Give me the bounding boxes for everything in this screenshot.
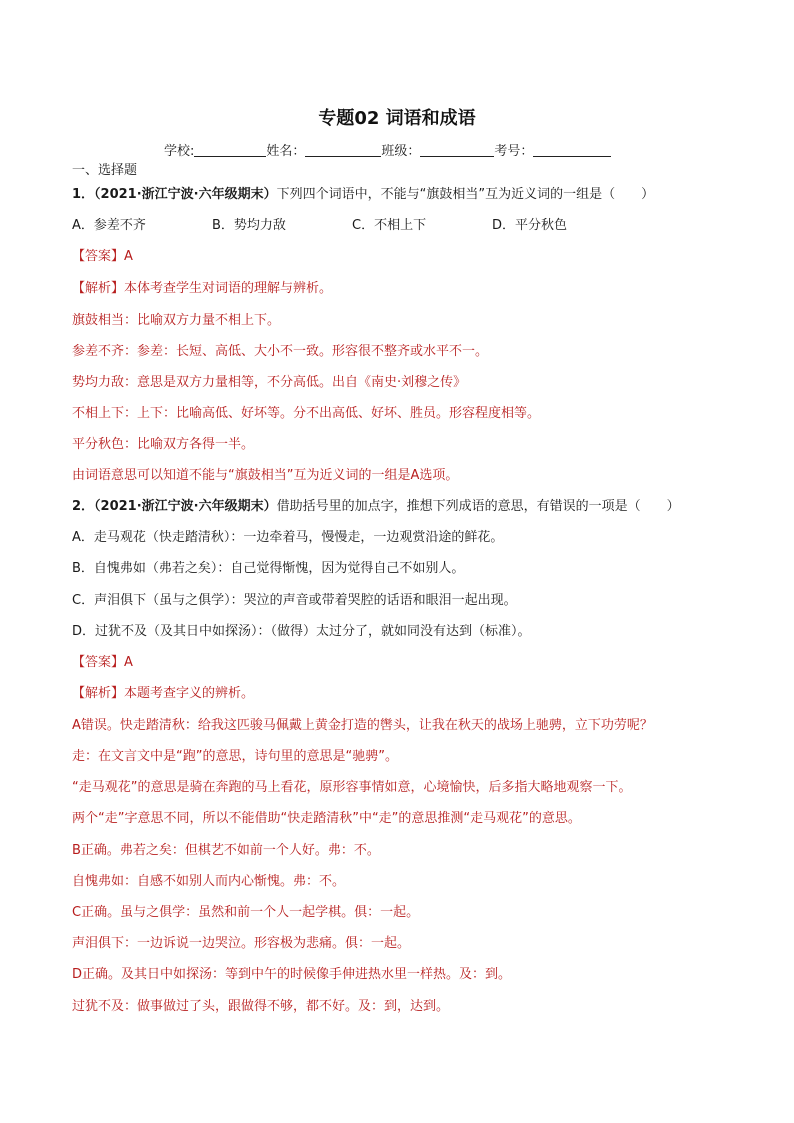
class-label: 班级： (381, 144, 421, 159)
q1-option-d: D．平分秋色 (492, 218, 568, 233)
q1-analysis-line: 不相上下：上下：比喻高低、好坏等。分不出高低、好坏、胜员。形容程度相等。 (72, 406, 541, 421)
q2-stem: 借助括号里的加点字，推想下列成语的意思，有错误的一项是（ ） (276, 499, 680, 514)
q2-analysis-line: 走：在文言文中是“跑”的意思，诗句里的意思是“驰骋”。 (72, 749, 398, 764)
school-label: 学校: (164, 144, 195, 159)
q2-analysis (72, 686, 254, 702)
q1-options (72, 218, 632, 234)
q1-answer-label: 【答案】 (72, 249, 125, 264)
q1-number: 1． (72, 187, 95, 202)
q1-analysis-line: 本体考查学生对词语的理解与辨析。 (124, 281, 333, 296)
q2-option-d: D．过犹不及（及其日中如探汤）：（做得）太过分了，就如同没有达到（标准）。 (72, 624, 531, 639)
q1-analysis-line: 旗鼓相当：比喻双方力量不相上下。 (72, 313, 281, 328)
q1-option-c: C．不相上下 (352, 218, 427, 233)
q2-analysis-line: “走马观花”的意思是骑在奔跑的马上看花，原形容事情如意，心境愉快，后多指大略地观察一下。 (72, 780, 632, 795)
section-heading: 一、选择题 (72, 163, 138, 178)
number-blank (533, 143, 611, 157)
q2-number: 2． (72, 499, 95, 514)
class-blank (420, 143, 494, 157)
q2-analysis-line: B正确。弗若之矣：但棋艺不如前一个人好。弗：不。 (72, 843, 380, 858)
q2-answer-label: 【答案】 (72, 655, 125, 670)
q2-analysis-line: 过犹不及：做事做过了头，跟做得不够，都不好。及：到，达到。 (72, 999, 450, 1014)
q2-answer-value: A (124, 655, 133, 670)
q2-analysis-line: 声泪俱下：一边诉说一边哭泣。形容极为悲痛。俱：一起。 (72, 936, 411, 951)
q2-analysis-line: D正确。及其日中如探汤：等到中午的时候像手伸进热水里一样热。及：到。 (72, 967, 512, 982)
q2-analysis-line: 自愧弗如：自感不如别人而内心惭愧。弗：不。 (72, 874, 346, 889)
q1-analysis-line: 由词语意思可以知道不能与“旗鼓相当”互为近义词的一组是A选项。 (72, 468, 459, 483)
q1-option-a: A．参差不齐 (72, 218, 146, 233)
q2-answer (72, 655, 133, 671)
q2-analysis-first: 本题考查字义的辨析。 (124, 686, 255, 701)
q2-option-c: C．声泪俱下（虽与之俱学）：哭泣的声音或带着哭腔的话语和眼泪一起出现。 (72, 593, 517, 608)
q1-analysis-line: 势均力敌：意思是双方力量相等，不分高低。出自《南史·刘穆之传》 (72, 375, 467, 390)
page-title: 专题02 词语和成语 (318, 108, 476, 129)
q1-analysis (72, 281, 332, 297)
question-1 (72, 187, 654, 203)
q1-analysis-line: 平分秋色：比喻双方各得一半。 (72, 437, 255, 452)
q1-stem: 下列四个词语中，不能与“旗鼓相当”互为近义词的一组是（ ） (276, 187, 655, 202)
q2-option-b: B．自愧弗如（弗若之矣）：自己觉得惭愧，因为觉得自己不如别人。 (72, 561, 465, 576)
q1-analysis-line: 参差不齐：参差：长短、高低、大小不一致。形容很不整齐或水平不一。 (72, 344, 489, 359)
school-blank (194, 143, 266, 157)
q2-analysis-line: A错误。快走踏清秋：给我这匹骏马佩戴上黄金打造的辔头，让我在秋天的战场上驰骋，立下功劳呢？ (72, 718, 653, 733)
q2-option-a: A．走马观花（快走踏清秋）：一边牵着马，慢慢走，一边观赏沿途的鲜花。 (72, 530, 504, 545)
name-label: 姓名： (266, 144, 306, 159)
q2-source: （2021·浙江宁波·六年级期末） (94, 499, 277, 514)
student-info-line (164, 140, 611, 159)
q1-answer-value: A (124, 249, 133, 264)
number-label: 考号： (494, 144, 534, 159)
question-2 (72, 499, 680, 515)
q2-analysis-label: 【解析】 (72, 686, 125, 701)
q1-source: （2021·浙江宁波·六年级期末） (94, 187, 277, 202)
q2-analysis-line: C正确。虽与之俱学：虽然和前一个人一起学棋。俱：一起。 (72, 905, 420, 920)
name-blank (305, 143, 381, 157)
q1-answer (72, 249, 133, 265)
q2-analysis-line: 两个“走”字意思不同，所以不能借助“快走踏清秋”中“走”的意思推测“走马观花”的意思。 (72, 811, 581, 826)
q1-analysis-label: 【解析】 (72, 281, 125, 296)
q1-option-b: B．势均力敌 (212, 218, 286, 233)
